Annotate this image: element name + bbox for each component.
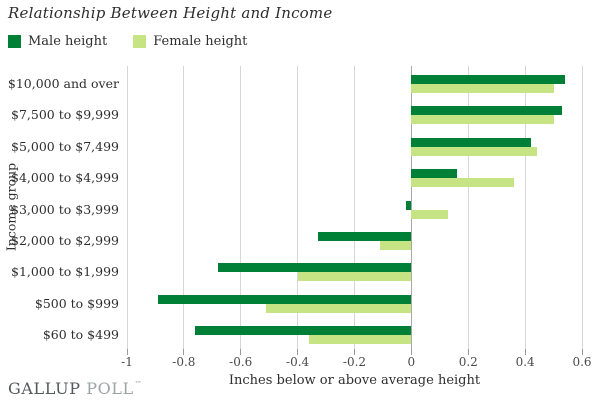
x-tick-label: 0.4: [515, 355, 535, 369]
category-label: $3,000 to $3,999: [11, 201, 119, 217]
category-label: $10,000 and over: [7, 75, 119, 91]
gridline: [183, 66, 184, 349]
male-swatch-icon: [8, 35, 21, 48]
chart-title: Relationship Between Height and Income: [8, 4, 333, 22]
x-tick-label: 0.6: [572, 355, 592, 369]
y-axis-title: Income group: [3, 162, 19, 252]
female-bar: [411, 147, 536, 156]
legend-item-male: [8, 34, 107, 49]
female-bar: [380, 241, 411, 250]
male-bar: [411, 75, 565, 84]
gridline: [127, 66, 128, 349]
category-label: $7,500 to $9,999: [11, 107, 119, 123]
female-bar: [298, 272, 412, 281]
female-swatch-icon: [133, 35, 146, 48]
male-bar: [406, 201, 412, 210]
plot-area: [121, 66, 592, 369]
x-tick-label: 0.2: [458, 355, 478, 369]
category-label: $1,000 to $1,999: [11, 264, 119, 280]
brand-poll-text: POLL: [86, 379, 134, 398]
x-tick-label: -0.8: [172, 355, 196, 369]
male-bar: [411, 169, 457, 178]
category-label: $5,000 to $7,499: [11, 138, 119, 154]
legend-label-female: Female height: [153, 34, 248, 49]
male-bar: [411, 106, 562, 115]
female-bar: [411, 178, 513, 187]
male-bar: [218, 263, 411, 272]
female-bar: [411, 210, 448, 219]
female-bar: [411, 84, 553, 93]
x-axis-title: Inches below or above average height: [228, 373, 481, 388]
x-tick-label: -0.2: [342, 355, 367, 369]
male-bar: [318, 232, 412, 241]
male-bar: [158, 295, 411, 304]
male-bar: [411, 138, 530, 147]
x-tick-label: -0.6: [229, 355, 253, 369]
legend-item-female: [133, 34, 247, 49]
category-label: $60 to $499: [42, 327, 119, 343]
gridline: [240, 66, 241, 349]
category-label: $500 to $999: [34, 295, 119, 311]
x-tick-label: -1: [121, 355, 133, 369]
brand-gallup-text: GALLUP: [8, 379, 81, 398]
trademark-icon: ™: [134, 380, 143, 388]
male-bar: [195, 326, 411, 335]
gallup-poll-logo: [8, 379, 142, 398]
female-bar: [309, 335, 411, 344]
category-label: $4,000 to $4,999: [11, 170, 119, 186]
legend-label-male: Male height: [28, 34, 108, 49]
legend: [8, 34, 247, 49]
female-bar: [411, 115, 553, 124]
female-bar: [266, 304, 411, 313]
gridline: [582, 66, 583, 349]
x-tick-label: 0: [407, 355, 416, 369]
category-label: $2,000 to $2,999: [11, 232, 119, 248]
x-tick-label: -0.4: [286, 355, 310, 369]
